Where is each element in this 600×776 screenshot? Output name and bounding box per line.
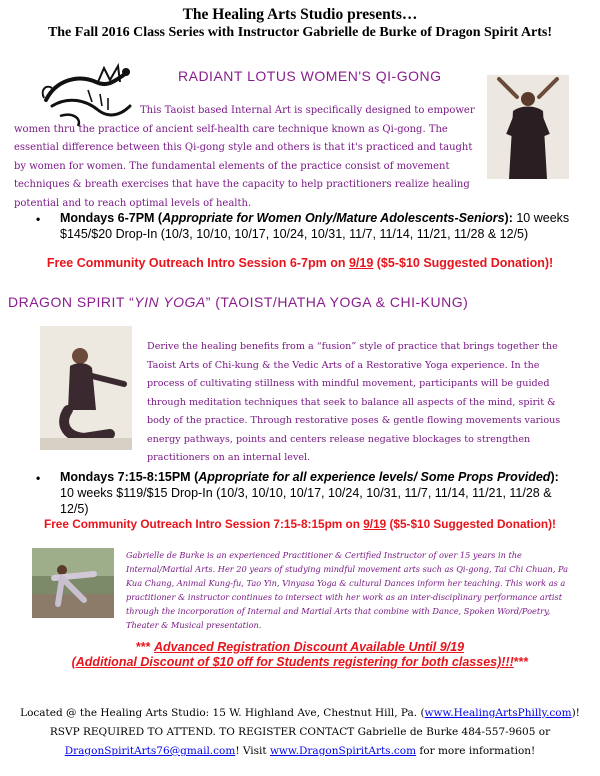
yoga-schedule-day: Mondays 7:15-8:15PM ( [60,470,199,484]
footer-location-text: Located @ the Healing Arts Studio: 15 W. Highland Ave, Chestnut Hill, Pa. ( [20,707,425,719]
instructor-bio: Gabrielle de Burke is an experienced Practitioner & Certified Instructor of over 15 years in the Internal/Martial Arts. Her 20 years of studying mindful movement arts such as Qi-gong, Tai Chi Chuan, Pa Kua Chang, Animal Kung-fu, Tao Yin, Vinyasa Yoga & cultural Dances inform her teaching. This work as a practitioner & instructor continues to intersect with her work as an inter-disciplinary performance artist through the incorporation of Internal and Martial Arts that combine with Dance, Spoken Word/Poetry, Theater & Musical presentation. [126,550,569,630]
footer-location [0,704,600,723]
header-line-2: The Fall 2016 Class Series with Instructor Gabrielle de Burke of Dragon Spirit Arts! [47,25,553,40]
qigong-title: RADIANT LOTUS WOMEN'S QI-GONG [178,68,442,84]
discount-notice [0,640,600,670]
dragon-spirit-link[interactable]: www.DragonSpiritArts.com [269,745,417,757]
yoga-description: Derive the healing benefits from a “fusion” style of practice that brings together the Taoist Arts of Chi-kung & the Vedic Arts of a Restorative Yoga experience. In the process of cultivating stillness with mindful movement, participants will be guided through meditation techniques that seek to balance all aspects of the mind, spirit & body of the practice. Through restorative poses & gentle flowing movements various energy pathways, points and centers release negative blockages to strengthen practitioners on an internal level. [147,341,561,463]
discount-stars: *** [135,640,155,654]
qigong-instructor-photo [487,75,569,179]
bio-instructor-photo [32,548,114,618]
footer-rsvp: RSVP REQUIRED TO ATTEND. TO REGISTER CONTACT Gabrielle de Burke 484-557-9605 or [49,726,551,738]
yoga-title [8,294,468,310]
healing-arts-link[interactable]: www.HealingArtsPhilly.com [424,707,572,719]
footer-location-end: )! [571,707,580,719]
qigong-description: This Taoist based Internal Art is specifically designed to empower women thru the practice of ancient self-health care technique known as Qi-gong. The essential difference between this Qi-gong style and others is that it's practiced and taught by women for women. The fundamental elements of the practice consist of movement techniques & breath exercises that have the capacity to help practitioners realize healing potential and to reach optimal levels of health. [14,105,475,209]
qigong-intro-text: Free Community Outreach Intro Session 6-7pm on [46,256,349,270]
yoga-intro-text: Free Community Outreach Intro Session 7:15-8:15pm on [44,517,364,531]
email-link[interactable]: DragonSpiritArts76@gmail.com [64,745,236,757]
qigong-intro-session [0,256,600,270]
yoga-intro-date: 9/19 [363,517,387,531]
yoga-instructor-photo [40,326,132,450]
qigong-intro-donation: ($5-$10 Suggested Donation)! [373,256,554,270]
yoga-title-suffix: ” (TAOIST/HATHA YOGA & CHI-KUNG) [205,294,469,310]
qigong-schedule [60,210,570,242]
yoga-schedule [60,469,570,517]
yoga-intro-session [0,517,600,531]
qigong-intro-date: 9/19 [348,256,374,270]
footer-contact [0,742,600,761]
bullet-dot: • [36,212,41,226]
yoga-schedule-close: ): [550,470,559,484]
discount-end-stars: *** [513,655,529,669]
yoga-title-prefix: DRAGON SPIRIT “ [8,294,135,310]
footer-visit-end: for more information! [416,745,536,757]
qigong-schedule-day: Mondays 6-7PM ( [60,211,163,225]
discount-line-2: (Additional Discount of $10 off for Students registering for both classes)!!! [71,655,514,669]
yoga-intro-donation: ($5-$10 Suggested Donation)! [386,517,556,531]
yoga-title-italic: YIN YOGA [134,294,206,310]
bullet-dot: • [36,471,41,485]
discount-line-1: Advanced Registration Discount Available Until 9/19 [154,640,465,654]
yoga-schedule-details: 10 weeks $119/$15 Drop-In (10/3, 10/10, 10/17, 10/24, 10/31, 11/7, 11/14, 11/21, 11/28 & 12/5) [60,486,552,516]
yoga-schedule-audience: Appropriate for all experience levels/ Some Props Provided [198,470,551,484]
qigong-schedule-audience: Appropriate for Women Only/Mature Adolescents-Seniors [162,211,505,225]
qigong-schedule-close: ): [504,211,513,225]
header-line-1: The Healing Arts Studio presents… [182,6,418,23]
footer-visit-text: ! Visit [235,745,270,757]
qigong-schedule-details: 10 weeks $145/$20 Drop-In (10/3, 10/10, 10/17, 10/24, 10/31, 11/7, 11/14, 11/21, 11/28 & 12/5) [60,211,570,241]
